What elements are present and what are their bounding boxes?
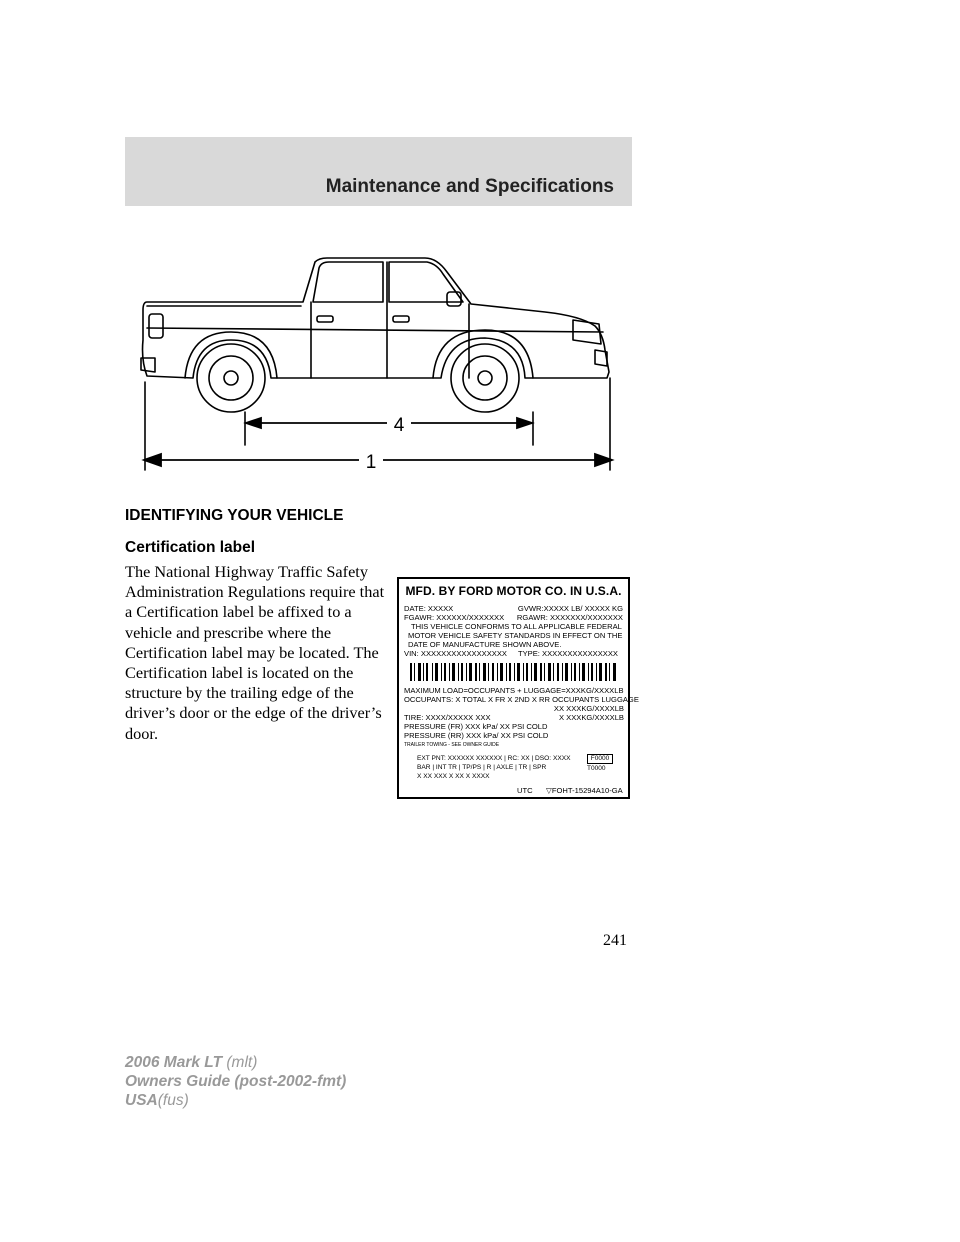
label-pressure-rear: PRESSURE (RR) XXX kPa/ XX PSI COLD (404, 731, 549, 740)
footer-model: 2006 Mark LT (125, 1054, 223, 1071)
callout-4: 4 (393, 415, 405, 436)
label-title: MFD. BY FORD MOTOR CO. IN U.S.A. (405, 584, 622, 598)
truck-side-view-illustration (125, 240, 625, 480)
label-vin: VIN: XXXXXXXXXXXXXXXXX (404, 649, 507, 658)
label-axle-values: X XX XXX X XX X XXXX (417, 773, 490, 780)
label-tire-values: X XXXKG/XXXXLB (559, 713, 624, 722)
label-pressure-front: PRESSURE (FR) XXX kPa/ XX PSI COLD (404, 722, 548, 731)
label-axle-row: BAR | INT TR | TP/PS | R | AXLE | TR | SPR (417, 764, 547, 771)
label-gvwr: GVWR:XXXXX LB/ XXXXX KG (517, 604, 623, 613)
footer-line-2: Owners Guide (post-2002-fmt) (125, 1073, 347, 1090)
header-band (125, 137, 632, 206)
label-tire: TIRE: XXXX/XXXXX XXX (404, 713, 491, 722)
label-part-number: ▽FOHT-15294A10-GA (546, 786, 623, 795)
footer-line-3 (125, 1091, 346, 1110)
label-fgawr: FGAWR: XXXXXX/XXXXXXX (404, 613, 505, 622)
body-paragraph: The National Highway Traffic Safety Administration Regulations require that a Certification label be affixed to a vehicle and prescribe where the Certification label may be located. The Certification label is located on the structure by the trailing edge of the driver’s door or the edge of the driver’s door. (125, 562, 385, 743)
page-section-title: Maintenance and Specifications (325, 176, 614, 197)
footer-market-code: (fus) (157, 1092, 189, 1109)
footer-model-code: (mlt) (226, 1054, 258, 1071)
label-utc: UTC (517, 786, 533, 795)
label-occupants-values: XX XXXKG/XXXXLB (553, 704, 624, 713)
section-heading: IDENTIFYING YOUR VEHICLE (125, 507, 344, 524)
certification-label-illustration (397, 577, 639, 799)
label-max-load: MAXIMUM LOAD=OCCUPANTS + LUGGAGE=XXXKG/XXXXLB (404, 686, 624, 695)
footer-metadata (125, 1053, 346, 1110)
callout-1: 1 (365, 452, 377, 473)
label-t-code: T0000 (587, 765, 606, 772)
label-paint-row: EXT PNT: XXXXXX XXXXXX | RC: XX | DSO: XXXX (417, 755, 571, 762)
label-occupants: OCCUPANTS: X TOTAL X FR X 2ND X RR OCCUPANTS LUGGAGE (404, 695, 639, 704)
footer-market: USA (125, 1092, 158, 1109)
page-number: 241 (603, 932, 627, 949)
label-date: DATE: XXXXX (404, 604, 454, 613)
label-conform-2: MOTOR VEHICLE SAFETY STANDARDS IN EFFECT ON THE (408, 631, 623, 640)
sub-heading: Certification label (125, 539, 256, 556)
label-rgawr: RGAWR: XXXXXXX/XXXXXXX (516, 613, 623, 622)
label-part-number-text: FOHT-15294A10-GA (551, 786, 623, 795)
label-type: TYPE: XXXXXXXXXXXXXXX (517, 649, 618, 658)
label-trailer-note: TRAILER TOWING - SEE OWNER GUIDE (404, 742, 500, 748)
label-f-code: F0000 (587, 754, 613, 764)
barcode-graphic (408, 663, 618, 681)
label-conform-3: DATE OF MANUFACTURE SHOWN ABOVE. (408, 640, 562, 649)
footer-line-1 (125, 1053, 346, 1072)
label-conform-1: THIS VEHICLE CONFORMS TO ALL APPLICABLE FEDERAL (411, 622, 622, 631)
